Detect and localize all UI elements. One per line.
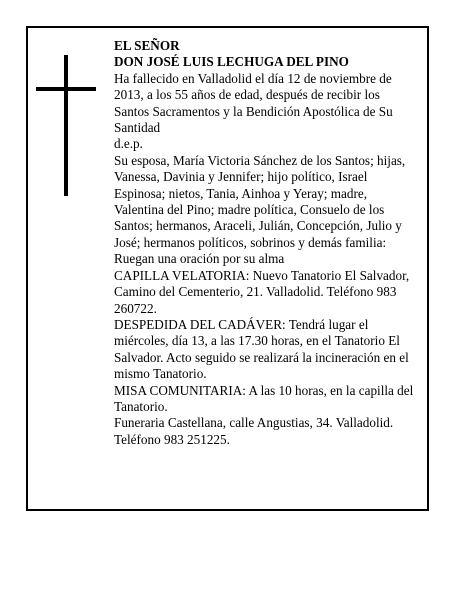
notice-heading: EL SEÑOR bbox=[114, 38, 180, 53]
family-list: Su esposa, María Victoria Sánchez de los Santos; hijas, Vanessa, Davinia y Jennifer; hijo político, Israel Espinosa; nietos, Tania, Ainhoa y Yeray; madre, Valentina del Pino; madre política, Consuelo de los Santos; hermanos, Araceli, Julián, Concepción, Julio y José; hermanos políticos, sobrinos y demás familia: bbox=[114, 152, 406, 250]
deceased-name: DON JOSÉ LUIS LECHUGA DEL PINO bbox=[114, 54, 349, 70]
death-announcement: Ha fallecido en Valladolid el día 12 de noviembre de 2013, a los 55 años de edad, después de recibir los Santos Sacramentos y la Bendición Apostólica de Su Santidad bbox=[114, 70, 393, 136]
cross-vertical-bar bbox=[64, 55, 68, 196]
rip-text: d.e.p. bbox=[114, 136, 143, 152]
mass-info: MISA COMUNITARIA: A las 10 horas, en la capilla del Tanatorio. bbox=[114, 382, 414, 414]
notice-text-block bbox=[114, 38, 414, 448]
cross-icon bbox=[36, 55, 96, 196]
chapel-info: CAPILLA VELATORIA: Nuevo Tanatorio El Salvador, Camino del Cementerio, 21. Valladolid. Teléfono 983 260722. bbox=[114, 267, 410, 316]
prayer-request: Ruegan una oración por su alma bbox=[114, 251, 285, 267]
farewell-info: DESPEDIDA DEL CADÁVER: Tendrá lugar el miércoles, día 13, a las 17.30 horas, en el Tanatorio El Salvador. Acto seguido se realizará la incineración en el mismo Tanatorio. bbox=[114, 316, 409, 382]
cross-horizontal-bar bbox=[36, 87, 96, 91]
funeral-home-info: Funeraria Castellana, calle Angustias, 34. Valladolid. Teléfono 983 251225. bbox=[114, 415, 394, 447]
